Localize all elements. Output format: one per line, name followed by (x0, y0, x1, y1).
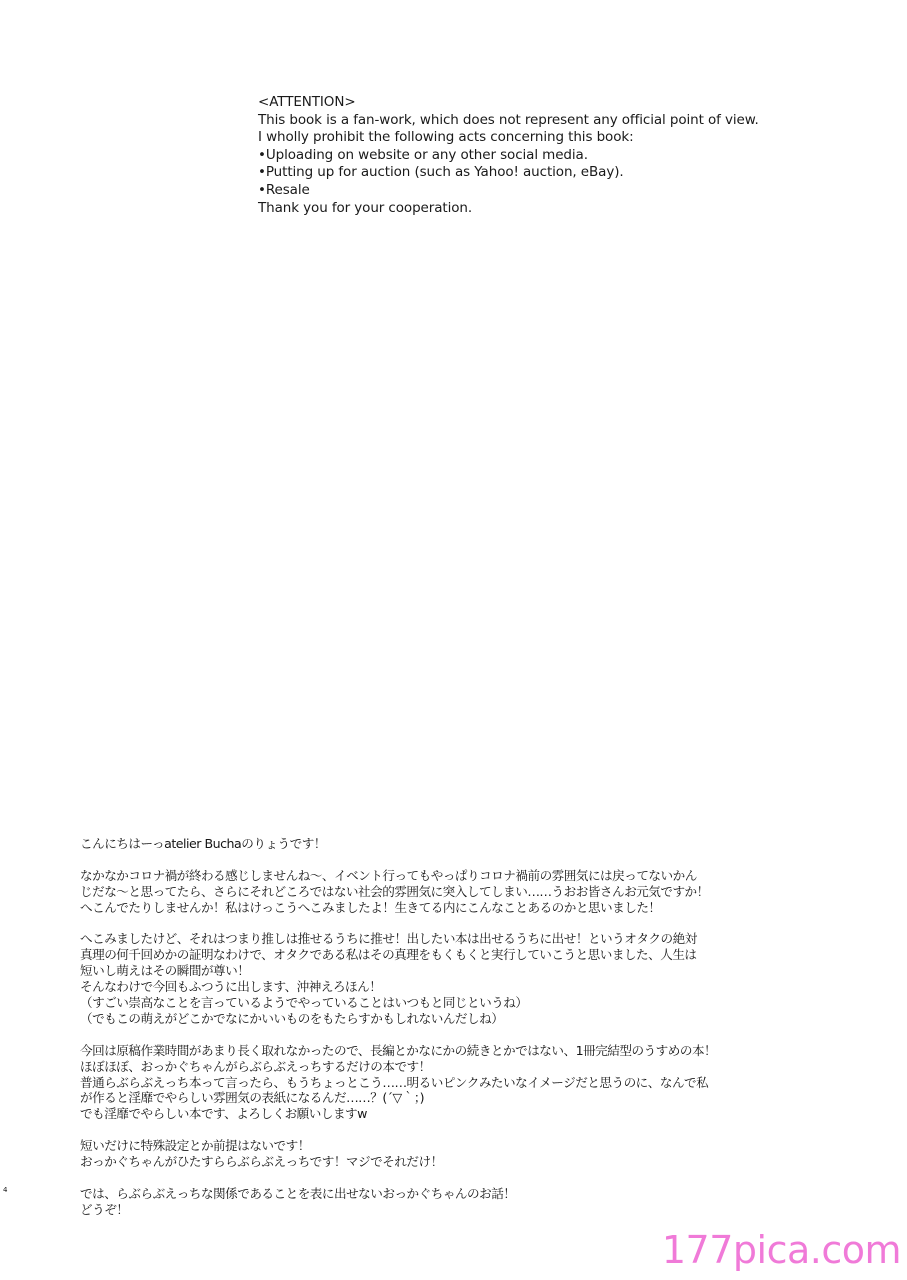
afterword-line: おっかぐちゃんがひたすららぶらぶえっちです！マジでそれだけ！ (80, 1154, 443, 1170)
attention-line: I wholly prohibit the following acts concerning this book: (258, 129, 634, 146)
afterword-line: 短いし萌えはその瞬間が尊い！ (80, 963, 250, 979)
attention-notice (258, 94, 878, 217)
afterword-paragraph (80, 836, 860, 852)
afterword-paragraph (80, 1186, 860, 1218)
attention-line: Thank you for your cooperation. (258, 199, 473, 216)
afterword-paragraph (80, 1138, 860, 1170)
attention-line: This book is a fan-work, which does not represent any official point of view. (258, 111, 759, 128)
afterword-line: じだな～と思ってたら、さらにそれどころではない社会的雰囲気に突入してしまい……うおお皆さんお元気ですか！ (80, 883, 709, 899)
afterword-line: では、らぶらぶえっちな関係であることを表に出せないおっかぐちゃんのお話！ (80, 1185, 516, 1201)
attention-line: •Putting up for auction (such as Yahoo! auction, eBay). (258, 164, 624, 181)
afterword-line: へこみましたけど、それはつまり推しは推せるうちに推せ！出したい本は出せるうちに出せ！というオタクの絶対 (80, 931, 697, 947)
page-number: 4 (3, 1186, 8, 1194)
attention-line: •Uploading on website or any other social media. (258, 146, 588, 163)
afterword-line: なかなかコロナ禍が終わる感じしませんね～、イベント行ってもやっぱりコロナ禍前の雰囲気には戻ってないかん (80, 867, 697, 883)
afterword-line: （すごい崇高なことを言っているようでやっていることはいつもと同じというね） (80, 995, 528, 1011)
afterword-line: 真理の何千回めかの証明なわけで、オタクである私はその真理をもくもくと実行していこうと思いました、人生は (80, 947, 697, 963)
attention-heading: <ATTENTION> (258, 94, 356, 110)
afterword-paragraph (80, 1043, 860, 1123)
afterword-paragraph (80, 868, 860, 916)
watermark-text: 177pica.com (661, 1228, 901, 1272)
afterword-line: 短いだけに特殊設定とか前提はないです！ (80, 1138, 310, 1154)
afterword-line: でも淫靡でやらしい本です、よろしくお願いしますw (80, 1106, 367, 1122)
afterword-line: 今回は原稿作業時間があまり長く取れなかったので、長編とかなにかの続きとかではない、1冊完結型のうすめの本！ (80, 1042, 717, 1058)
afterword-line: へこんでたりしませんか！私はけっこうへこみましたよ！生きてる内にこんなことあるのかと思いました！ (80, 899, 661, 915)
afterword-line: そんなわけで今回もふつうに出します、沖神えろほん！ (80, 979, 382, 995)
afterword-line: 普通らぶらぶえっち本って言ったら、もうちょっとこう……明るいピンクみたいなイメージだと思うのに、なんで私 (80, 1074, 709, 1090)
afterword-paragraph (80, 931, 860, 1026)
afterword-line: どうぞ！ (80, 1201, 129, 1217)
afterword-line: （でもこの萌えがどこかでなにかいいものをもたらすかもしれないんだしね） (80, 1010, 504, 1026)
attention-line: •Resale (258, 181, 310, 198)
afterword-line: ほぼほぼ、おっかぐちゃんがらぶらぶえっちするだけの本です！ (80, 1058, 431, 1074)
afterword-line: こんにちはーっatelier Buchaのりょうです！ (80, 836, 326, 851)
afterword-text (80, 836, 860, 1218)
afterword-line: が作ると淫靡でやらしい雰囲気の表紙になるんだ……？(´▽｀；) (80, 1090, 425, 1106)
